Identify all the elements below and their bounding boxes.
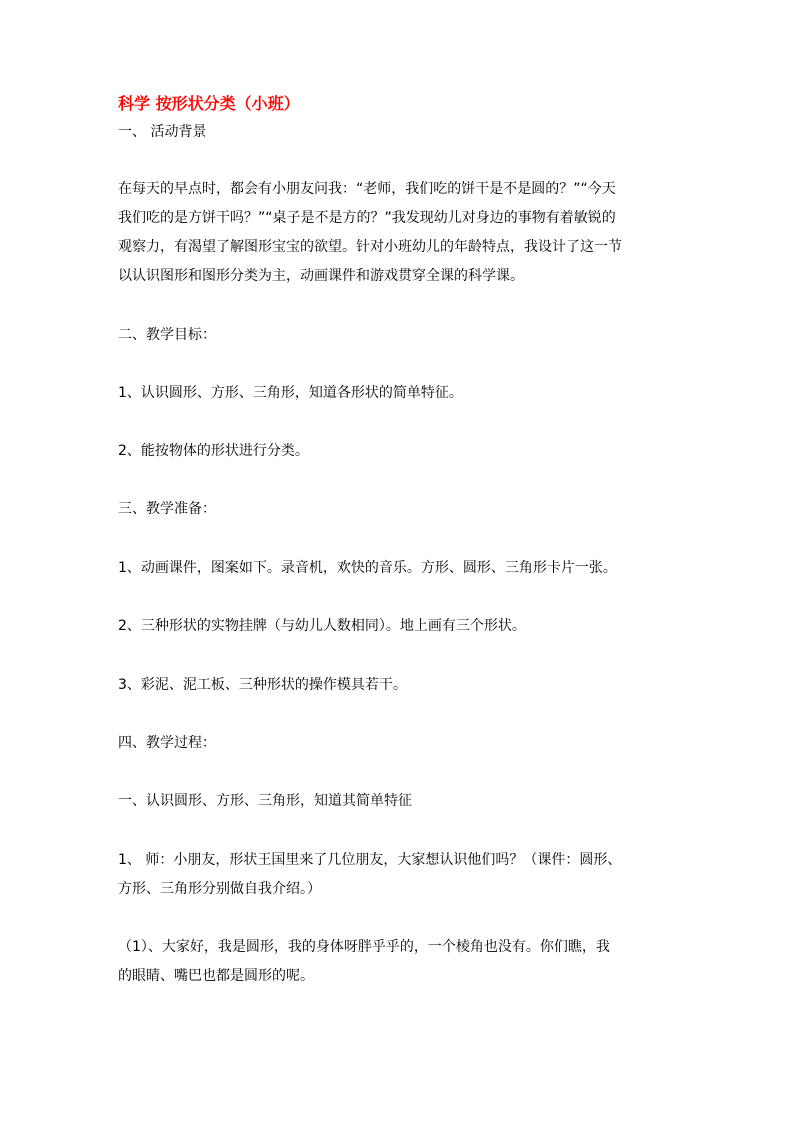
section-heading-process: 四、教学过程： [118,735,216,751]
process-step-heading: 一、认识圆形、方形、三角形，知道其简单特征 [118,793,412,809]
paragraph-line: 我们吃的是方饼干吗？”“桌子是不是方的？”我发现幼儿对身边的事物有着敏锐的 [118,210,616,226]
document-title: 科学 按形状分类（小班） [118,94,300,113]
paragraph-line: （1）、大家好，我是圆形，我的身体呀胖乎乎的，一个棱角也没有。你们瞧，我 [118,939,610,955]
paragraph-line: 在每天的早点时，都会有小朋友问我：“老师，我们吃的饼干是不是圆的？”“今天 [118,181,616,197]
process-step-1a [118,933,678,991]
section-heading-goals: 二、教学目标： [118,327,216,343]
paragraph-line: 以认识图形和图形分类为主，动画课件和游戏贯穿全课的科学课。 [118,268,524,284]
paragraph-line: 的眼睛、嘴巴也都是圆形的呢。 [118,968,314,984]
paragraph-line: 方形、三角形分别做自我介绍。） [118,881,321,897]
process-step-1 [118,846,678,904]
section-heading-background: 一、 活动背景 [118,124,207,140]
prep-item-3: 3、彩泥、泥工板、三种形状的操作模具若干。 [118,677,407,693]
goal-item-2: 2、能按物体的形状进行分类。 [118,443,309,459]
prep-item-2: 2、三种形状的实物挂牌（与幼儿人数相同）。地上画有三个形状。 [118,618,526,634]
section-heading-preparation: 三、教学准备： [118,501,216,517]
goal-item-1: 1、认识圆形、方形、三角形，知道各形状的简单特征。 [118,385,463,401]
paragraph-line: 观察力，有渴望了解图形宝宝的欲望。针对小班幼儿的年龄特点，我设计了这一节 [118,239,622,255]
paragraph-line: 1、 师：小朋友，形状王国里来了几位朋友，大家想认识他们吗？（课件：圆形、 [118,852,622,868]
background-paragraph [118,175,678,291]
prep-item-1: 1、动画课件，图案如下。录音机，欢快的音乐。方形、圆形、三角形卡片一张。 [118,560,617,576]
